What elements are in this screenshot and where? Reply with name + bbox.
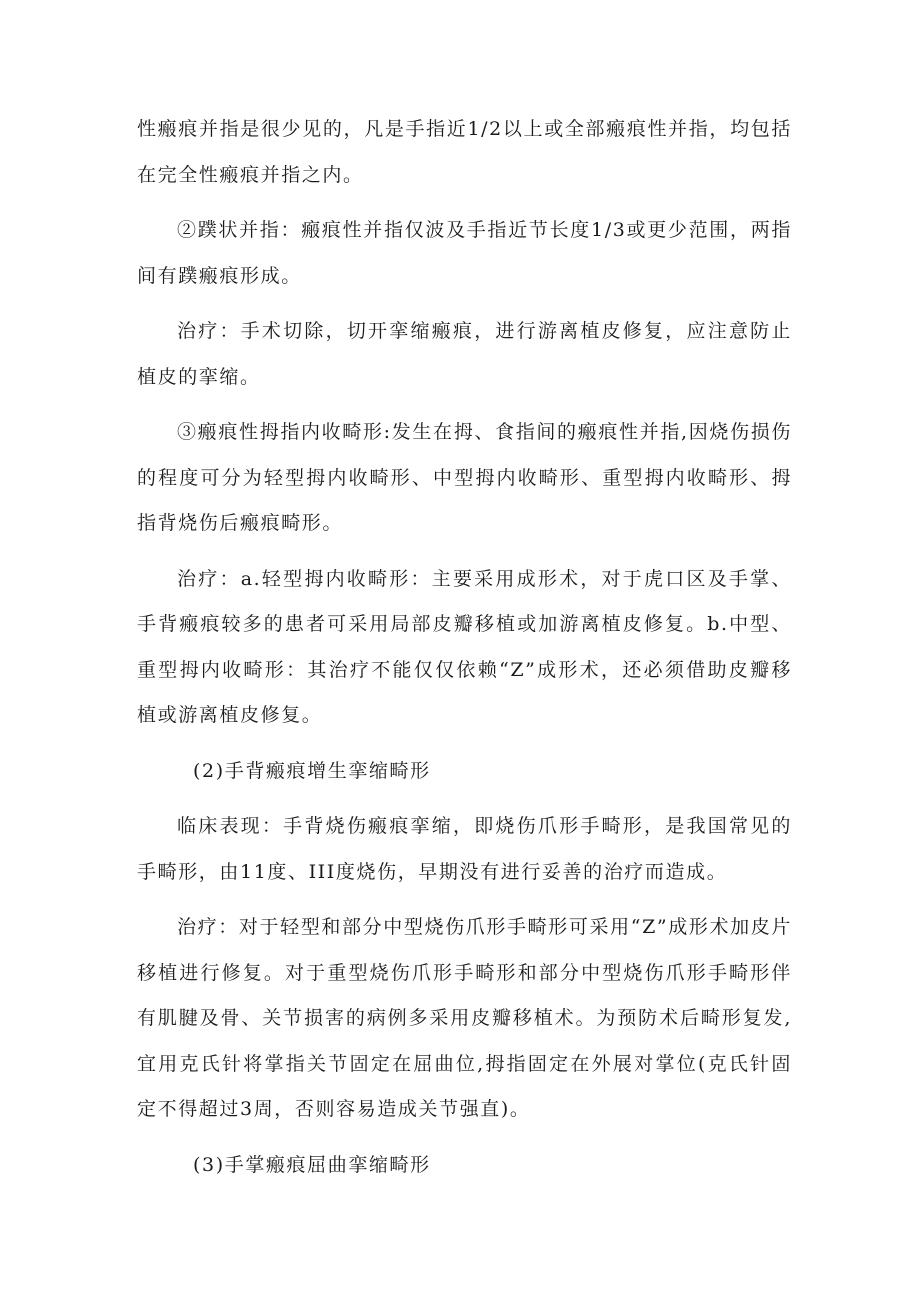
paragraph-continuation: 性瘢痕并指是很少见的，凡是手指近1/2以上或全部瘢痕性并指，均包括在完全性瘢痕并指之内。: [137, 118, 792, 186]
section-heading-dorsal-hand: (2)手背瘢痕增生挛缩畸形: [193, 759, 431, 782]
paragraph-treatment-2: 治疗：a.轻型拇内收畸形：主要采用成形术，对于虎口区及手掌、手背瘢痕较多的患者可采用局部皮瓣移植或加游离植皮修复。b.中型、重型拇内收畸形：其治疗不能仅仅依赖“Z”成形术，还必须借助皮瓣移植或游离植皮修复。: [137, 567, 792, 726]
paragraph-web-syndactyly: ②蹼状并指：瘢痕性并指仅波及手指近节长度1/3或更少范围，两指间有蹼瘢痕形成。: [137, 219, 792, 287]
paragraph-thumb-adduction: ③瘢痕性拇指内收畸形:发生在拇、食指间的瘢痕性并指,因烧伤损伤的程度可分为轻型拇内收畸形、中型拇内收畸形、重型拇内收畸形、拇指背烧伤后瘢痕畸形。: [137, 421, 792, 534]
paragraph-treatment-1: 治疗：手术切除，切开挛缩瘢痕，进行游离植皮修复，应注意防止植皮的挛缩。: [137, 320, 792, 388]
paragraph-treatment-3: 治疗：对于轻型和部分中型烧伤爪形手畸形可采用“Z”成形术加皮片移植进行修复。对于重型烧伤爪形手畸形和部分中型烧伤爪形手畸形伴有肌腱及骨、关节损害的病例多采用皮瓣移植术。为预防术后畸形复发,宜用克氏针将掌指关节固定在屈曲位,拇指固定在外展对掌位(克氏针固定不得超过3周，否则容易造成关节强直)。: [137, 916, 792, 1120]
document-body: [137, 107, 792, 1198]
section-heading-palm: (3)手掌瘢痕屈曲挛缩畸形: [193, 1153, 431, 1176]
paragraph-clinical-presentation: 临床表现：手背烧伤瘢痕挛缩，即烧伤爪形手畸形，是我国常见的手畸形，由11度、III度烧伤，早期没有进行妥善的治疗而造成。: [137, 815, 792, 883]
